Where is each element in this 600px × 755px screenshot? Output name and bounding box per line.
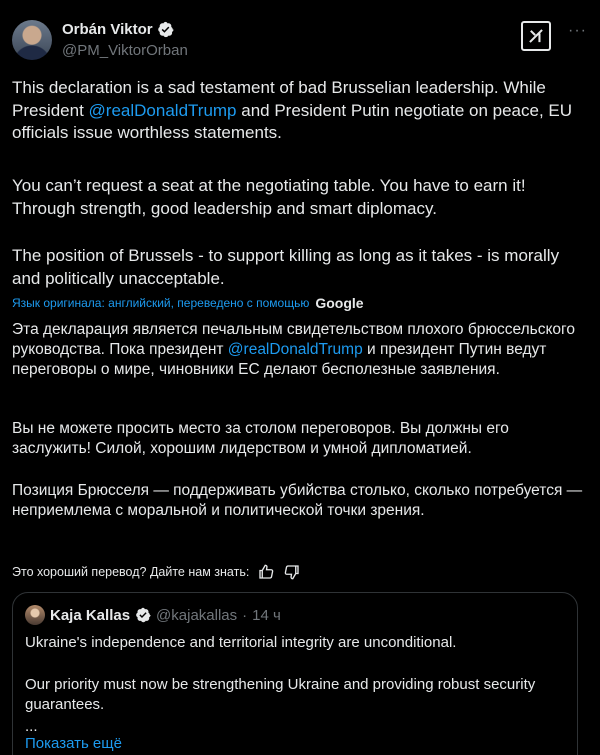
tweet-paragraph-1 [12, 77, 588, 145]
grok-icon[interactable] [521, 21, 551, 51]
feedback-label: Это хороший перевод? Дайте нам знать: [12, 565, 250, 579]
author-handle[interactable]: @PM_ViktorOrban [62, 42, 188, 59]
quoted-paragraph-2: Our priority must now be strengthening Ukraine and providing robust security guarantees. [25, 676, 536, 713]
translated-text-segment: Эта декларация является печальным свидетельством плохого брюссельского руководства. Пока президент [12, 321, 575, 358]
quoted-tweet[interactable] [12, 592, 578, 755]
translation-feedback [12, 563, 301, 581]
author-name-row [62, 21, 174, 38]
translated-paragraph-3: Позиция Брюсселя — поддерживать убийства столько, сколько потребуется — неприемлема с моральной и политической точки зрения. [12, 482, 583, 519]
translation-label: Язык оригинала: английский, переведено с помощью [12, 296, 310, 310]
quoted-author-handle: @kajakallas [156, 606, 238, 624]
verified-badge-icon [135, 607, 151, 623]
quoted-paragraph-1: Ukraine's independence and territorial integrity are unconditional. [25, 634, 457, 651]
translated-paragraph-2: Вы не можете просить место за столом переговоров. Вы должны его заслужить! Силой, хорошим лидерством и умной дипломатией. [12, 420, 509, 457]
mention-link[interactable]: @realDonaldTrump [227, 341, 363, 358]
quoted-ellipsis: ... [25, 718, 38, 735]
quoted-separator: · [242, 606, 248, 624]
thumbs-up-icon[interactable] [257, 563, 275, 581]
quoted-avatar [25, 605, 45, 625]
translation-attribution[interactable] [12, 295, 364, 311]
avatar[interactable] [12, 20, 52, 60]
show-more-link[interactable]: Показать ещё [25, 735, 122, 752]
google-logo: Google [315, 295, 364, 311]
tweet-text-segment: and President Putin negotiate on peace, EU officials issue worthless statements. [12, 100, 573, 142]
author-name[interactable]: Orbán Viktor [62, 21, 153, 38]
tweet-paragraph-2: You can’t request a seat at the negotiating table. You have to earn it! Through strength, good leadership and smart diplomacy. [12, 176, 526, 218]
mention-link[interactable]: @realDonaldTrump [88, 100, 237, 120]
quoted-tweet-header [25, 605, 281, 625]
tweet-header [12, 18, 588, 64]
more-icon[interactable]: ··· [568, 22, 587, 39]
quoted-timestamp: 14 ч [252, 606, 281, 624]
quoted-author-name: Kaja Kallas [50, 606, 131, 624]
translated-paragraph-1 [12, 320, 588, 380]
tweet-paragraph-3: The position of Brussels - to support killing as long as it takes - is morally and politically unacceptable. [12, 246, 560, 288]
tweet-text-segment: This declaration is a sad testament of bad Brusselian leadership. While President [12, 78, 546, 120]
thumbs-down-icon[interactable] [283, 563, 301, 581]
verified-badge-icon [157, 21, 174, 38]
translated-text-segment: и президент Путин ведут переговоры о мире, чиновники ЕС делают бесполезные заявления. [12, 341, 547, 378]
